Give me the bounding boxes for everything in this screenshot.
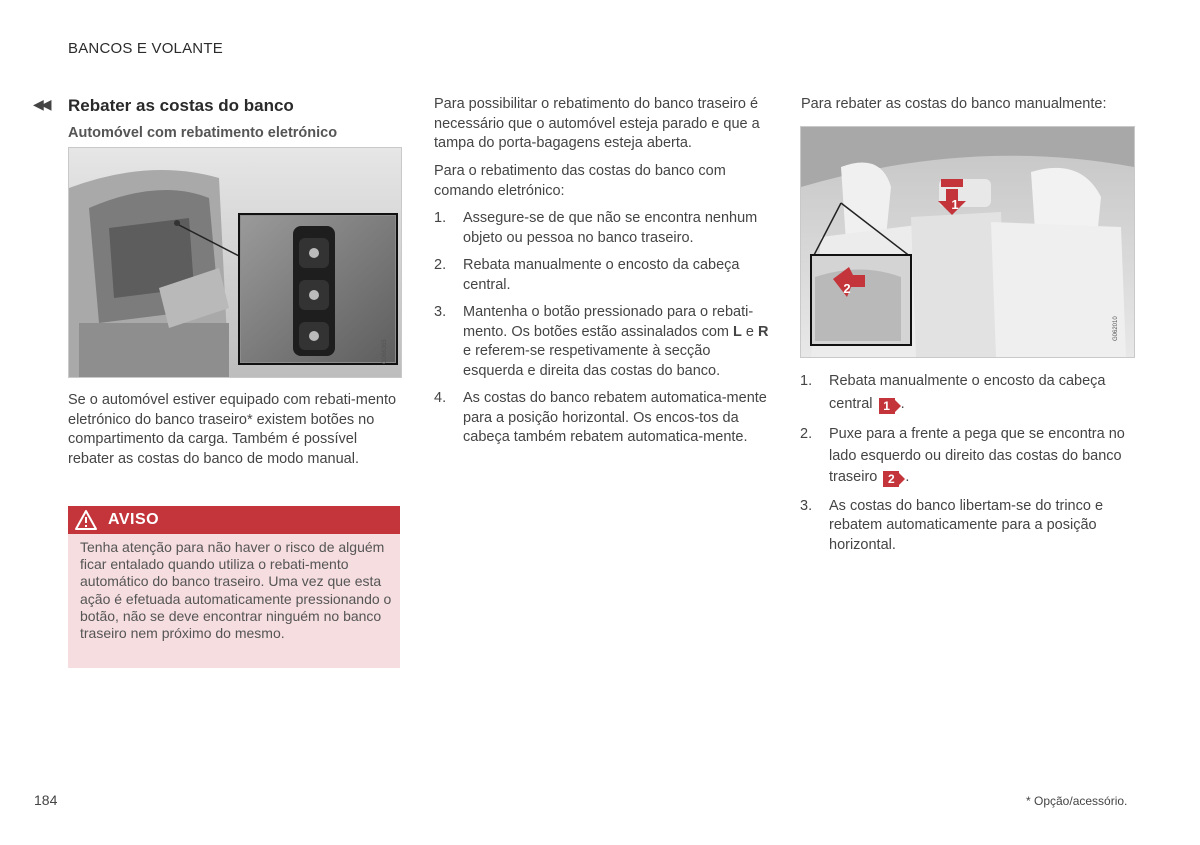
cargo-button-figure bbox=[68, 147, 402, 378]
list-item: 2. Rebata manualmente o encosto da cabeça central. bbox=[434, 257, 740, 293]
list-item: 3. As costas do banco libertam-se do trinco e rebatem automaticamente para a posição horizontal. bbox=[800, 497, 1104, 553]
callout-badge-1: 1 bbox=[879, 398, 895, 414]
warning-body bbox=[68, 534, 400, 668]
warning-text: Tenha atenção para não haver o risco de alguém ficar entalado quando utiliza o rebati-mento automático do banco traseiro. Uma vez que esta ação é efetuada automaticamente pressionando o botão, não se deve encontrar ninguém no banco traseiro nem próximo do mesmo. bbox=[80, 539, 392, 642]
warning-label: AVISO bbox=[108, 511, 160, 528]
bold-r: R bbox=[758, 323, 769, 340]
list-item: 4. As costas do banco rebatem automatica-mente para a posição horizontal. Os encos-tos da cabeça também rebatem automatica-mente. bbox=[434, 390, 767, 445]
callout-badge-2: 2 bbox=[883, 471, 899, 487]
warning-triangle-icon bbox=[74, 509, 98, 531]
list-item: 3. Mantenha o botão pressionado para o rebati-mento. Os botões estão assinalados com L e R e referem-se respetivamente à secção esquerda e direita das costas do banco. bbox=[434, 304, 769, 379]
rear-seat-illustration bbox=[801, 127, 1134, 357]
warning-header bbox=[68, 506, 400, 534]
col2-intro1: Para possibilitar o rebatimento do banco traseiro é necessário que o automóvel esteja parado e que a tampa do porta-bagagens esteja aberta. bbox=[434, 96, 760, 151]
section-title: Rebater as costas do banco bbox=[68, 96, 294, 115]
col1-paragraph: Se o automóvel estiver equipado com rebati-mento eletrónico do banco traseiro* existem botões no compartimento da carga. Também é possível rebater as costas do banco de modo manual. bbox=[68, 392, 397, 467]
col2-steps bbox=[434, 209, 769, 456]
bold-l: L bbox=[733, 323, 742, 340]
callout-1: 1 bbox=[951, 197, 959, 212]
list-item: 1. Rebata manualmente o encosto da cabeça central 1 . bbox=[800, 373, 1106, 413]
seat-fold-figure bbox=[800, 126, 1135, 358]
running-header: BANCOS E VOLANTE bbox=[68, 40, 223, 57]
col3-steps bbox=[800, 370, 1136, 563]
col3-intro: Para rebater as costas do banco manualmente: bbox=[801, 96, 1107, 112]
footnote: * Opção/acessório. bbox=[1026, 794, 1128, 808]
page-number: 184 bbox=[34, 792, 58, 808]
col2-intro2: Para o rebatimento das costas do banco com comando eletrónico: bbox=[434, 163, 726, 199]
figure-code: G062010 bbox=[1113, 316, 1119, 341]
continued-mark-icon: ◀◀ bbox=[33, 96, 49, 112]
section-subtitle: Automóvel com rebatimento eletrónico bbox=[68, 125, 338, 141]
list-item: 2. Puxe para a frente a pega que se encontra no lado esquerdo ou direito das costas do banco traseiro 2 . bbox=[800, 426, 1125, 486]
cargo-area-illustration bbox=[69, 148, 401, 377]
callout-2: 2 bbox=[843, 281, 851, 296]
figure-code: G066365 bbox=[382, 339, 388, 364]
list-item: 1. Assegure-se de que não se encontra nenhum objeto ou pessoa no banco traseiro. bbox=[434, 210, 758, 246]
